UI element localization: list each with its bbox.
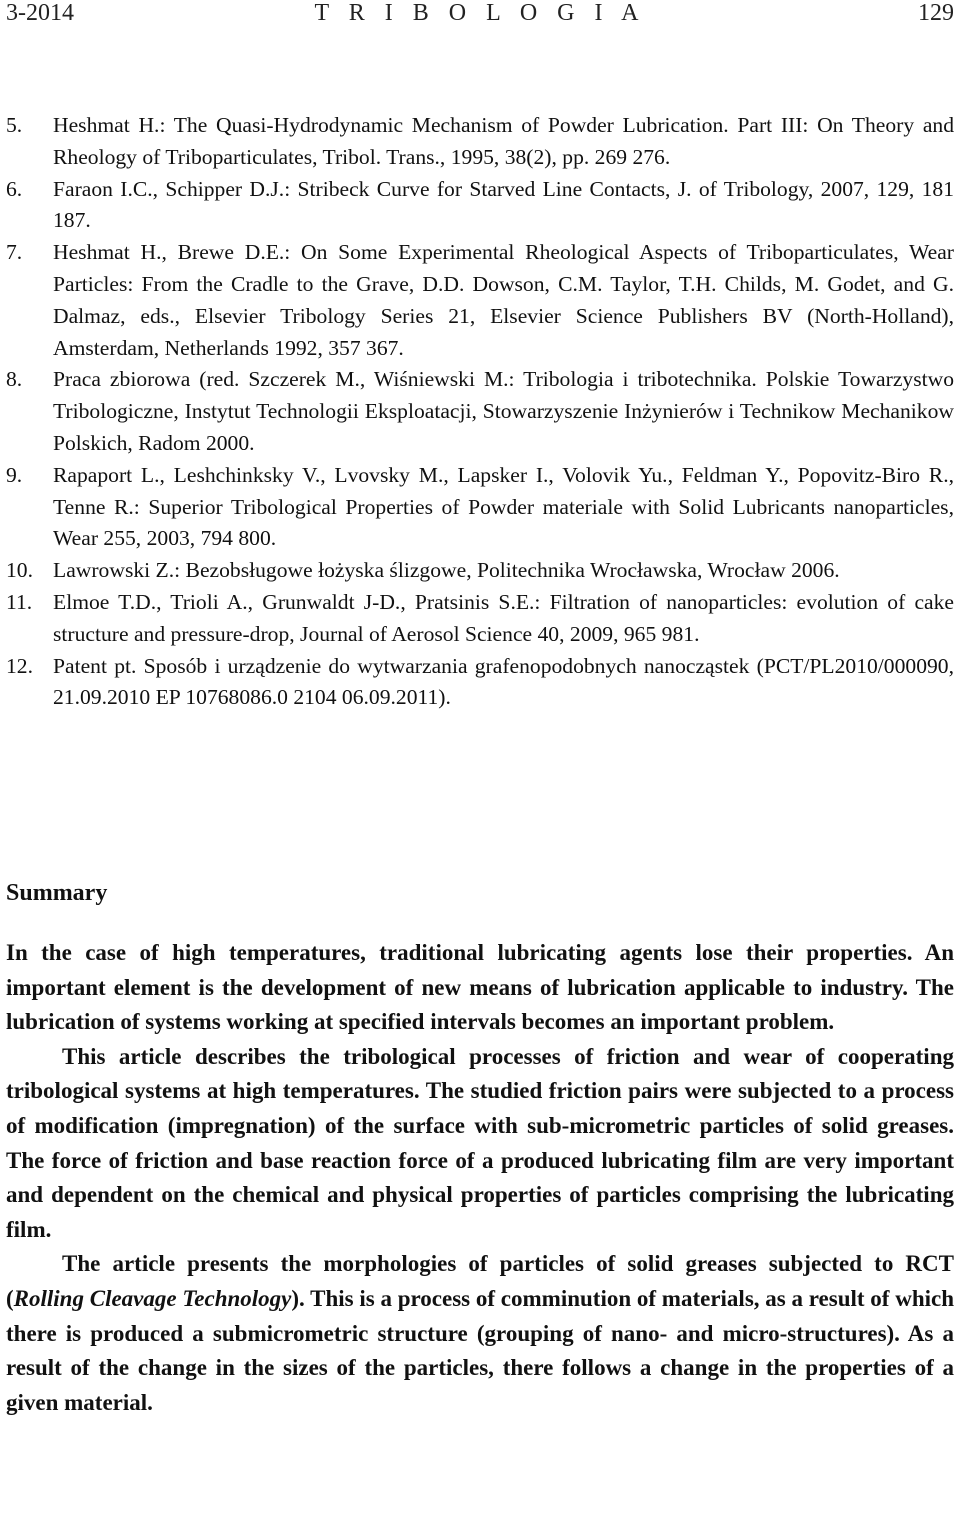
- issue-label: 3-2014: [6, 0, 74, 26]
- reference-number: 7.: [6, 240, 23, 265]
- reference-text: Elmoe T.D., Trioli A., Grunwaldt J-D., Pratsinis S.E.: Filtration of nanoparticles: evolution of cake structure and pressure-drop, Journal of Aerosol Science 40, 2009, 965 981.: [53, 589, 954, 646]
- summary-body: [6, 936, 954, 1420]
- reference-item: [6, 587, 954, 651]
- summary-paragraph: [6, 1247, 954, 1420]
- summary-paragraph: In the case of high temperatures, traditional lubricating agents lose their properties. An important element is the development of new means of lubrication applicable to industry. The lubrication of systems working at specified intervals becomes an important problem.: [6, 940, 954, 1035]
- reference-item: [6, 237, 954, 364]
- reference-number: 9.: [6, 462, 23, 487]
- reference-item: [6, 364, 954, 459]
- reference-number: 5.: [6, 113, 23, 137]
- reference-number: 11.: [6, 589, 33, 614]
- summary-paragraph: This article describes the tribological processes of friction and wear of cooperating tribological systems at high temperatures. The studied friction pairs were subjected to a process of modification (impregnation) of the surface with sub-micrometric particles of solid greases. The force of friction and base reaction force of a produced lubricating film are very important and dependent on the chemical and physical properties of particles comprising the lubricating film.: [6, 1043, 954, 1242]
- reference-text: Lawrowski Z.: Bezobsługowe łożyska ślizgowe, Politechnika Wrocławska, Wrocław 2006.: [53, 558, 840, 583]
- reference-item: [6, 110, 954, 174]
- reference-text: Heshmat H., Brewe D.E.: On Some Experimental Rheological Aspects of Triboparticulates, Wear Particles: From the Cradle to the Grave, D.D. Dowson, C.M. Taylor, T.H. Childs, M. Godet, and G. Dalmaz, eds., Elsevier Tribology Series 21, Elsevier Science Publishers BV (North-Holland), Amsterdam, Netherlands 1992, 357 367.: [53, 240, 954, 360]
- reference-text: Patent pt. Sposób i urządzenie do wytwarzania grafenopodobnych nanocząstek (PCT/PL2010/000090, 21.09.2010 EP 10768086.0 2104 06.09.2011).: [53, 653, 954, 710]
- reference-text: Heshmat H.: The Quasi-Hydrodynamic Mechanism of Powder Lubrication. Part III: On Theory and Rheology of Triboparticulates, Tribol. Trans., 1995, 38(2), pp. 269 276.: [53, 113, 954, 169]
- rct-expansion: Rolling Cleavage Technology: [13, 1285, 292, 1311]
- running-header: [6, 0, 954, 30]
- summary-text: The article presents the morphologies of particles of solid greases subjected to RCT (: [6, 1251, 954, 1311]
- reference-number: 12.: [6, 653, 33, 678]
- reference-number: 10.: [6, 558, 33, 583]
- summary-heading: Summary: [6, 880, 108, 906]
- reference-number: 8.: [6, 367, 23, 392]
- reference-number: 6.: [6, 176, 23, 201]
- journal-title: T R I B O L O G I A: [314, 0, 646, 26]
- page-number: 129: [918, 0, 954, 26]
- reference-text: Faraon I.C., Schipper D.J.: Stribeck Curve for Starved Line Contacts, J. of Tribology, 2007, 129, 181 187.: [53, 176, 954, 233]
- reference-list: [6, 110, 954, 714]
- summary-text: ). This is a process of comminution of materials, as a result of which there is produced a submicrometric structure (grouping of nano- and micro-structures). As a result of the change in the sizes of the particles, there follows a change in the properties of a given material.: [6, 1285, 955, 1415]
- reference-item: [6, 174, 954, 238]
- reference-text: Praca zbiorowa (red. Szczerek M., Wiśniewski M.: Tribologia i tribotechnika. Polskie Towarzystwo Tribologiczne, Instytut Technologii Eksploatacji, Stowarzyszenie Inżynierów i Technikow Mechanikow Polskich, Radom 2000.: [53, 367, 954, 455]
- reference-item: [6, 651, 954, 715]
- reference-item: [6, 460, 954, 555]
- reference-text: Rapaport L., Leshchinksky V., Lvovsky M., Lapsker I., Volovik Yu., Feldman Y., Popovitz-Biro R., Tenne R.: Superior Tribological Properties of Powder materiale with Solid Lubricants nanoparticles, Wear 255, 2003, 794 800.: [53, 462, 954, 551]
- reference-item: [6, 555, 954, 587]
